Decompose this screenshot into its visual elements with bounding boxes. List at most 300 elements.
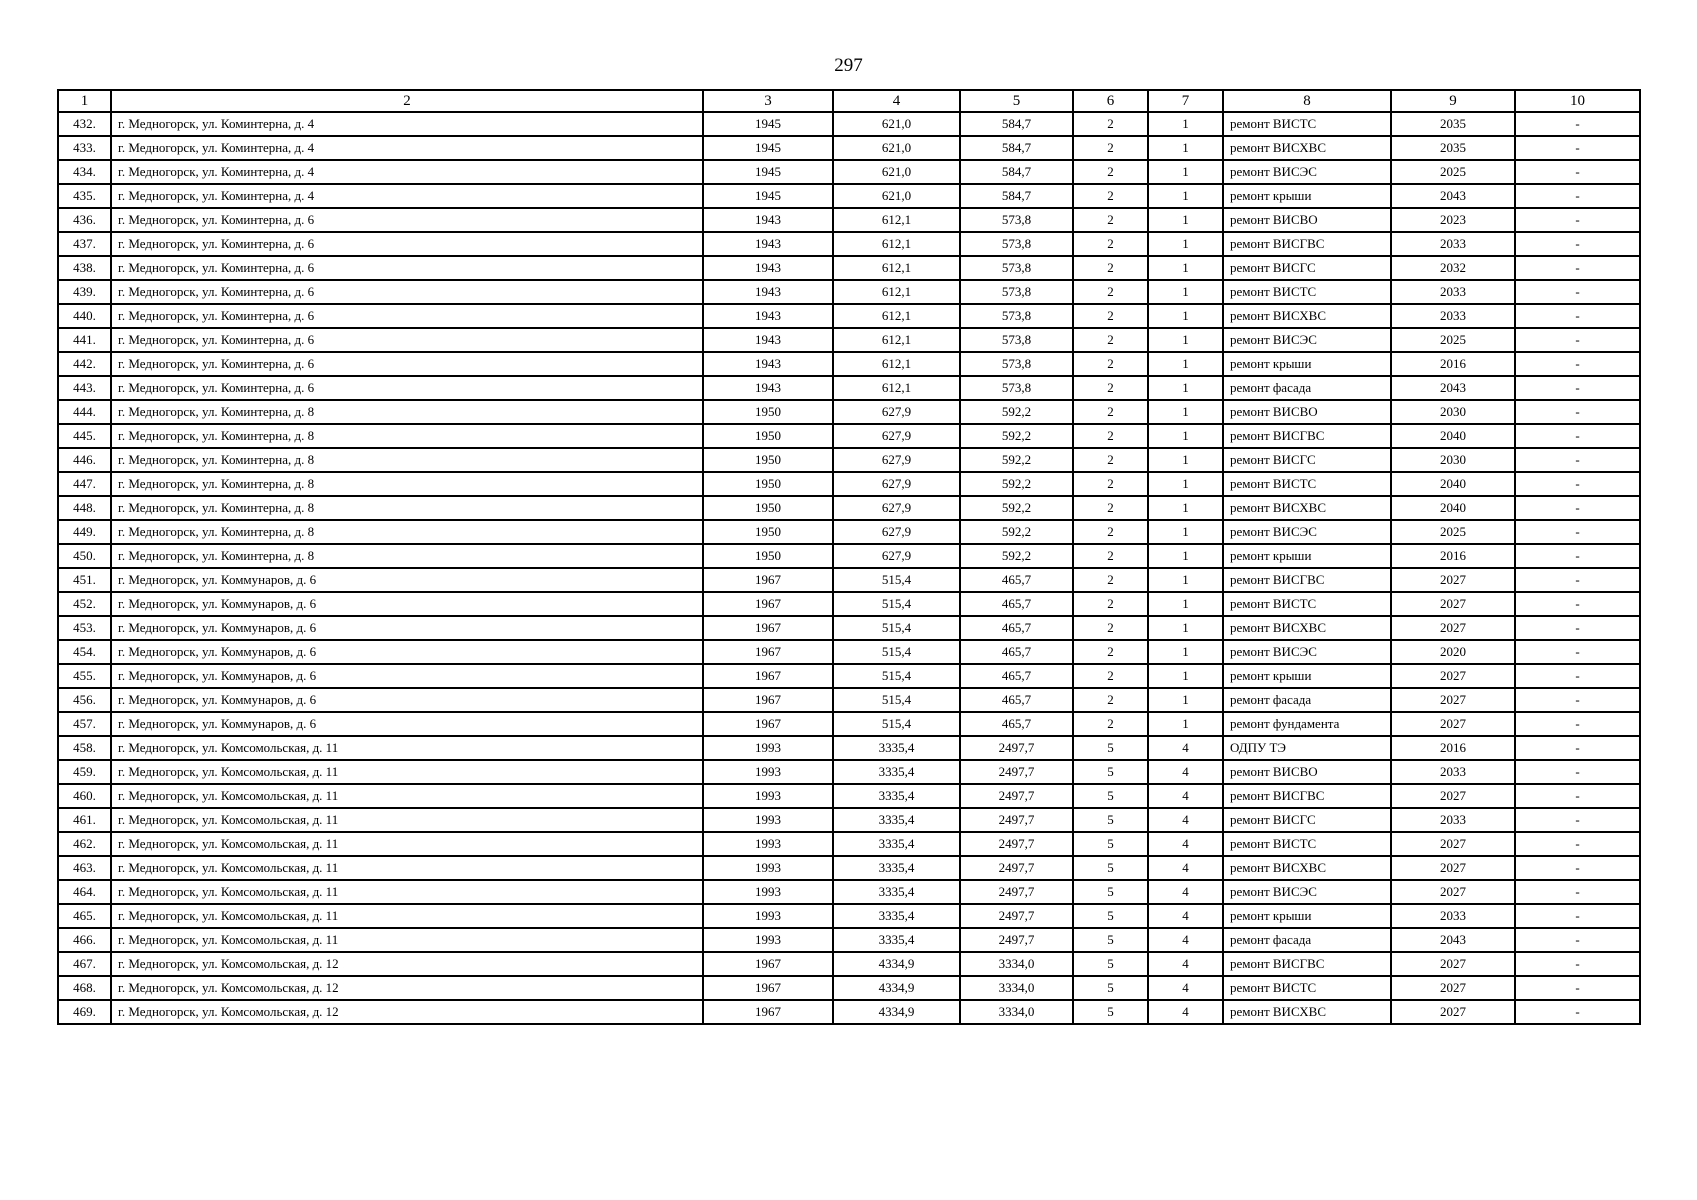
cell-entrances: 1 — [1148, 376, 1223, 400]
cell-note: - — [1515, 784, 1640, 808]
cell-entrances: 4 — [1148, 856, 1223, 880]
cell-planned-year: 2027 — [1391, 832, 1515, 856]
cell-living-area: 592,2 — [960, 496, 1073, 520]
cell-row-number: 452. — [58, 592, 111, 616]
cell-note: - — [1515, 376, 1640, 400]
cell-entrances: 1 — [1148, 688, 1223, 712]
cell-address: г. Медногорск, ул. Коминтерна, д. 6 — [111, 352, 703, 376]
cell-note: - — [1515, 688, 1640, 712]
table-row — [58, 568, 1640, 592]
cell-year-built: 1967 — [703, 688, 833, 712]
cell-floors: 2 — [1073, 712, 1148, 736]
cell-living-area: 465,7 — [960, 664, 1073, 688]
cell-floors: 5 — [1073, 832, 1148, 856]
cell-planned-year: 2027 — [1391, 784, 1515, 808]
cell-floors: 2 — [1073, 256, 1148, 280]
cell-planned-year: 2027 — [1391, 880, 1515, 904]
cell-work-type: ремонт фасада — [1223, 376, 1391, 400]
cell-row-number: 463. — [58, 856, 111, 880]
column-header: 2 — [111, 90, 703, 112]
cell-note: - — [1515, 952, 1640, 976]
cell-entrances: 1 — [1148, 568, 1223, 592]
cell-total-area: 515,4 — [833, 712, 960, 736]
cell-floors: 2 — [1073, 496, 1148, 520]
cell-floors: 5 — [1073, 760, 1148, 784]
cell-address: г. Медногорск, ул. Коммунаров, д. 6 — [111, 664, 703, 688]
cell-total-area: 3335,4 — [833, 760, 960, 784]
cell-planned-year: 2035 — [1391, 136, 1515, 160]
cell-living-area: 584,7 — [960, 112, 1073, 136]
cell-work-type: ремонт ВИСТС — [1223, 976, 1391, 1000]
cell-note: - — [1515, 760, 1640, 784]
cell-total-area: 4334,9 — [833, 952, 960, 976]
cell-planned-year: 2043 — [1391, 376, 1515, 400]
cell-note: - — [1515, 112, 1640, 136]
cell-floors: 2 — [1073, 112, 1148, 136]
cell-work-type: ремонт ВИСВО — [1223, 400, 1391, 424]
cell-row-number: 444. — [58, 400, 111, 424]
cell-note: - — [1515, 304, 1640, 328]
table-row — [58, 352, 1640, 376]
cell-floors: 5 — [1073, 880, 1148, 904]
cell-address: г. Медногорск, ул. Комсомольская, д. 12 — [111, 952, 703, 976]
cell-row-number: 469. — [58, 1000, 111, 1024]
cell-planned-year: 2025 — [1391, 520, 1515, 544]
cell-floors: 2 — [1073, 592, 1148, 616]
table-row — [58, 376, 1640, 400]
column-header: 5 — [960, 90, 1073, 112]
cell-work-type: ремонт ВИСГВС — [1223, 784, 1391, 808]
cell-year-built: 1950 — [703, 496, 833, 520]
table-row — [58, 952, 1640, 976]
cell-floors: 2 — [1073, 688, 1148, 712]
cell-note: - — [1515, 568, 1640, 592]
cell-note: - — [1515, 496, 1640, 520]
cell-note: - — [1515, 256, 1640, 280]
cell-address: г. Медногорск, ул. Коминтерна, д. 6 — [111, 232, 703, 256]
cell-address: г. Медногорск, ул. Коминтерна, д. 8 — [111, 424, 703, 448]
cell-entrances: 1 — [1148, 424, 1223, 448]
cell-planned-year: 2027 — [1391, 712, 1515, 736]
cell-work-type: ремонт ВИСХВС — [1223, 616, 1391, 640]
cell-row-number: 453. — [58, 616, 111, 640]
cell-work-type: ремонт ВИСГС — [1223, 256, 1391, 280]
cell-row-number: 451. — [58, 568, 111, 592]
cell-note: - — [1515, 616, 1640, 640]
cell-entrances: 1 — [1148, 160, 1223, 184]
cell-address: г. Медногорск, ул. Коммунаров, д. 6 — [111, 712, 703, 736]
cell-row-number: 446. — [58, 448, 111, 472]
cell-floors: 5 — [1073, 784, 1148, 808]
cell-year-built: 1993 — [703, 736, 833, 760]
cell-year-built: 1967 — [703, 592, 833, 616]
cell-entrances: 1 — [1148, 520, 1223, 544]
cell-living-area: 573,8 — [960, 232, 1073, 256]
cell-living-area: 573,8 — [960, 376, 1073, 400]
cell-work-type: ремонт ВИСТС — [1223, 592, 1391, 616]
cell-entrances: 1 — [1148, 496, 1223, 520]
cell-total-area: 3335,4 — [833, 832, 960, 856]
cell-row-number: 435. — [58, 184, 111, 208]
cell-address: г. Медногорск, ул. Коминтерна, д. 4 — [111, 184, 703, 208]
cell-address: г. Медногорск, ул. Комсомольская, д. 11 — [111, 856, 703, 880]
cell-living-area: 592,2 — [960, 544, 1073, 568]
cell-address: г. Медногорск, ул. Комсомольская, д. 11 — [111, 832, 703, 856]
cell-living-area: 3334,0 — [960, 1000, 1073, 1024]
table-row — [58, 664, 1640, 688]
cell-row-number: 459. — [58, 760, 111, 784]
cell-living-area: 2497,7 — [960, 760, 1073, 784]
cell-entrances: 1 — [1148, 304, 1223, 328]
cell-entrances: 1 — [1148, 616, 1223, 640]
cell-note: - — [1515, 136, 1640, 160]
cell-living-area: 573,8 — [960, 304, 1073, 328]
cell-year-built: 1993 — [703, 832, 833, 856]
cell-address: г. Медногорск, ул. Комсомольская, д. 11 — [111, 928, 703, 952]
header-row — [58, 90, 1640, 112]
cell-work-type: ремонт ВИСГС — [1223, 808, 1391, 832]
cell-planned-year: 2033 — [1391, 808, 1515, 832]
cell-address: г. Медногорск, ул. Комсомольская, д. 11 — [111, 880, 703, 904]
cell-total-area: 627,9 — [833, 424, 960, 448]
cell-address: г. Медногорск, ул. Коминтерна, д. 8 — [111, 496, 703, 520]
cell-note: - — [1515, 736, 1640, 760]
cell-total-area: 612,1 — [833, 304, 960, 328]
cell-year-built: 1993 — [703, 784, 833, 808]
table-row — [58, 760, 1640, 784]
cell-year-built: 1945 — [703, 184, 833, 208]
cell-row-number: 468. — [58, 976, 111, 1000]
cell-row-number: 461. — [58, 808, 111, 832]
cell-total-area: 627,9 — [833, 400, 960, 424]
cell-living-area: 592,2 — [960, 424, 1073, 448]
cell-floors: 2 — [1073, 520, 1148, 544]
cell-planned-year: 2027 — [1391, 568, 1515, 592]
cell-entrances: 1 — [1148, 712, 1223, 736]
cell-row-number: 449. — [58, 520, 111, 544]
cell-address: г. Медногорск, ул. Коммунаров, д. 6 — [111, 616, 703, 640]
cell-note: - — [1515, 592, 1640, 616]
table-row — [58, 1000, 1640, 1024]
cell-year-built: 1945 — [703, 160, 833, 184]
cell-row-number: 440. — [58, 304, 111, 328]
cell-living-area: 2497,7 — [960, 856, 1073, 880]
cell-work-type: ремонт крыши — [1223, 664, 1391, 688]
cell-note: - — [1515, 160, 1640, 184]
cell-planned-year: 2030 — [1391, 400, 1515, 424]
cell-floors: 2 — [1073, 304, 1148, 328]
table-row — [58, 232, 1640, 256]
cell-planned-year: 2016 — [1391, 544, 1515, 568]
column-header: 6 — [1073, 90, 1148, 112]
cell-address: г. Медногорск, ул. Комсомольская, д. 11 — [111, 808, 703, 832]
cell-work-type: ремонт фасада — [1223, 688, 1391, 712]
cell-address: г. Медногорск, ул. Коминтерна, д. 6 — [111, 304, 703, 328]
cell-entrances: 4 — [1148, 736, 1223, 760]
cell-row-number: 442. — [58, 352, 111, 376]
cell-entrances: 4 — [1148, 784, 1223, 808]
cell-row-number: 445. — [58, 424, 111, 448]
cell-work-type: ремонт ВИСГС — [1223, 448, 1391, 472]
column-header: 10 — [1515, 90, 1640, 112]
cell-entrances: 4 — [1148, 1000, 1223, 1024]
cell-row-number: 460. — [58, 784, 111, 808]
cell-work-type: ремонт ВИСГВС — [1223, 232, 1391, 256]
cell-floors: 5 — [1073, 808, 1148, 832]
table-row — [58, 256, 1640, 280]
table-row — [58, 736, 1640, 760]
cell-planned-year: 2020 — [1391, 640, 1515, 664]
cell-planned-year: 2027 — [1391, 664, 1515, 688]
cell-planned-year: 2027 — [1391, 952, 1515, 976]
cell-total-area: 515,4 — [833, 616, 960, 640]
cell-total-area: 4334,9 — [833, 1000, 960, 1024]
cell-total-area: 612,1 — [833, 376, 960, 400]
cell-note: - — [1515, 472, 1640, 496]
cell-year-built: 1967 — [703, 976, 833, 1000]
cell-work-type: ремонт ВИСТС — [1223, 112, 1391, 136]
cell-entrances: 1 — [1148, 544, 1223, 568]
cell-address: г. Медногорск, ул. Коммунаров, д. 6 — [111, 640, 703, 664]
cell-entrances: 4 — [1148, 880, 1223, 904]
cell-floors: 2 — [1073, 664, 1148, 688]
cell-total-area: 3335,4 — [833, 736, 960, 760]
cell-row-number: 438. — [58, 256, 111, 280]
cell-work-type: ремонт ВИСЭС — [1223, 880, 1391, 904]
cell-note: - — [1515, 280, 1640, 304]
cell-total-area: 627,9 — [833, 448, 960, 472]
table-row — [58, 280, 1640, 304]
cell-floors: 2 — [1073, 208, 1148, 232]
cell-work-type: ремонт ВИСЭС — [1223, 328, 1391, 352]
cell-address: г. Медногорск, ул. Коминтерна, д. 8 — [111, 520, 703, 544]
cell-living-area: 465,7 — [960, 688, 1073, 712]
cell-year-built: 1967 — [703, 952, 833, 976]
cell-living-area: 573,8 — [960, 328, 1073, 352]
cell-work-type: ОДПУ ТЭ — [1223, 736, 1391, 760]
cell-planned-year: 2025 — [1391, 160, 1515, 184]
cell-total-area: 612,1 — [833, 208, 960, 232]
cell-row-number: 465. — [58, 904, 111, 928]
cell-total-area: 515,4 — [833, 592, 960, 616]
cell-living-area: 2497,7 — [960, 928, 1073, 952]
cell-living-area: 465,7 — [960, 568, 1073, 592]
cell-work-type: ремонт ВИСХВС — [1223, 1000, 1391, 1024]
cell-planned-year: 2040 — [1391, 424, 1515, 448]
cell-entrances: 1 — [1148, 136, 1223, 160]
cell-address: г. Медногорск, ул. Комсомольская, д. 11 — [111, 904, 703, 928]
cell-entrances: 4 — [1148, 904, 1223, 928]
cell-floors: 2 — [1073, 136, 1148, 160]
cell-floors: 2 — [1073, 544, 1148, 568]
cell-floors: 5 — [1073, 904, 1148, 928]
table-row — [58, 328, 1640, 352]
cell-work-type: ремонт ВИСЭС — [1223, 640, 1391, 664]
cell-row-number: 439. — [58, 280, 111, 304]
cell-planned-year: 2027 — [1391, 592, 1515, 616]
cell-note: - — [1515, 232, 1640, 256]
cell-total-area: 3335,4 — [833, 808, 960, 832]
cell-total-area: 621,0 — [833, 112, 960, 136]
cell-note: - — [1515, 664, 1640, 688]
cell-entrances: 1 — [1148, 400, 1223, 424]
cell-note: - — [1515, 880, 1640, 904]
cell-row-number: 464. — [58, 880, 111, 904]
cell-row-number: 433. — [58, 136, 111, 160]
cell-note: - — [1515, 352, 1640, 376]
cell-floors: 2 — [1073, 424, 1148, 448]
cell-entrances: 1 — [1148, 208, 1223, 232]
cell-note: - — [1515, 520, 1640, 544]
column-header: 1 — [58, 90, 111, 112]
cell-work-type: ремонт ВИСХВС — [1223, 304, 1391, 328]
page-number: 297 — [834, 55, 863, 76]
cell-living-area: 465,7 — [960, 592, 1073, 616]
cell-work-type: ремонт крыши — [1223, 904, 1391, 928]
table-row — [58, 424, 1640, 448]
table-row — [58, 592, 1640, 616]
cell-living-area: 465,7 — [960, 640, 1073, 664]
cell-floors: 2 — [1073, 280, 1148, 304]
cell-note: - — [1515, 808, 1640, 832]
cell-total-area: 627,9 — [833, 496, 960, 520]
cell-work-type: ремонт ВИСВО — [1223, 760, 1391, 784]
cell-work-type: ремонт крыши — [1223, 184, 1391, 208]
cell-note: - — [1515, 832, 1640, 856]
cell-address: г. Медногорск, ул. Коминтерна, д. 4 — [111, 112, 703, 136]
cell-year-built: 1993 — [703, 904, 833, 928]
cell-year-built: 1993 — [703, 760, 833, 784]
cell-year-built: 1943 — [703, 280, 833, 304]
cell-row-number: 462. — [58, 832, 111, 856]
cell-address: г. Медногорск, ул. Коминтерна, д. 6 — [111, 376, 703, 400]
cell-planned-year: 2033 — [1391, 280, 1515, 304]
cell-entrances: 4 — [1148, 832, 1223, 856]
cell-year-built: 1967 — [703, 616, 833, 640]
cell-planned-year: 2035 — [1391, 112, 1515, 136]
cell-note: - — [1515, 1000, 1640, 1024]
cell-year-built: 1993 — [703, 880, 833, 904]
cell-living-area: 584,7 — [960, 136, 1073, 160]
cell-year-built: 1945 — [703, 112, 833, 136]
cell-living-area: 573,8 — [960, 208, 1073, 232]
cell-year-built: 1993 — [703, 928, 833, 952]
table-row — [58, 472, 1640, 496]
column-header: 4 — [833, 90, 960, 112]
cell-row-number: 457. — [58, 712, 111, 736]
table-row — [58, 712, 1640, 736]
cell-total-area: 3335,4 — [833, 904, 960, 928]
cell-entrances: 1 — [1148, 112, 1223, 136]
cell-year-built: 1993 — [703, 808, 833, 832]
cell-entrances: 1 — [1148, 256, 1223, 280]
cell-note: - — [1515, 328, 1640, 352]
cell-entrances: 1 — [1148, 232, 1223, 256]
cell-floors: 5 — [1073, 1000, 1148, 1024]
cell-work-type: ремонт ВИСЭС — [1223, 520, 1391, 544]
cell-year-built: 1943 — [703, 376, 833, 400]
cell-row-number: 467. — [58, 952, 111, 976]
table-row — [58, 112, 1640, 136]
cell-address: г. Медногорск, ул. Коммунаров, д. 6 — [111, 568, 703, 592]
cell-living-area: 2497,7 — [960, 904, 1073, 928]
cell-planned-year: 2030 — [1391, 448, 1515, 472]
cell-note: - — [1515, 544, 1640, 568]
cell-planned-year: 2040 — [1391, 496, 1515, 520]
cell-living-area: 2497,7 — [960, 832, 1073, 856]
cell-row-number: 434. — [58, 160, 111, 184]
cell-floors: 2 — [1073, 352, 1148, 376]
cell-planned-year: 2033 — [1391, 304, 1515, 328]
cell-total-area: 515,4 — [833, 688, 960, 712]
cell-entrances: 1 — [1148, 280, 1223, 304]
cell-planned-year: 2016 — [1391, 736, 1515, 760]
cell-year-built: 1943 — [703, 352, 833, 376]
cell-total-area: 515,4 — [833, 568, 960, 592]
cell-living-area: 584,7 — [960, 184, 1073, 208]
cell-planned-year: 2016 — [1391, 352, 1515, 376]
cell-work-type: ремонт ВИСТС — [1223, 280, 1391, 304]
cell-work-type: ремонт ВИСГВС — [1223, 952, 1391, 976]
cell-total-area: 4334,9 — [833, 976, 960, 1000]
cell-row-number: 454. — [58, 640, 111, 664]
table-row — [58, 808, 1640, 832]
table-row — [58, 640, 1640, 664]
cell-address: г. Медногорск, ул. Коминтерна, д. 4 — [111, 136, 703, 160]
cell-row-number: 458. — [58, 736, 111, 760]
cell-floors: 5 — [1073, 928, 1148, 952]
cell-total-area: 627,9 — [833, 472, 960, 496]
cell-work-type: ремонт крыши — [1223, 544, 1391, 568]
cell-work-type: ремонт ВИСХВС — [1223, 496, 1391, 520]
cell-row-number: 456. — [58, 688, 111, 712]
cell-note: - — [1515, 400, 1640, 424]
cell-note: - — [1515, 856, 1640, 880]
cell-year-built: 1950 — [703, 424, 833, 448]
cell-row-number: 441. — [58, 328, 111, 352]
cell-year-built: 1967 — [703, 712, 833, 736]
cell-address: г. Медногорск, ул. Коминтерна, д. 8 — [111, 544, 703, 568]
cell-living-area: 584,7 — [960, 160, 1073, 184]
cell-entrances: 1 — [1148, 664, 1223, 688]
cell-total-area: 3335,4 — [833, 928, 960, 952]
cell-planned-year: 2027 — [1391, 1000, 1515, 1024]
cell-address: г. Медногорск, ул. Комсомольская, д. 12 — [111, 1000, 703, 1024]
cell-floors: 5 — [1073, 976, 1148, 1000]
cell-entrances: 1 — [1148, 448, 1223, 472]
table-row — [58, 832, 1640, 856]
cell-total-area: 3335,4 — [833, 784, 960, 808]
cell-living-area: 573,8 — [960, 280, 1073, 304]
cell-work-type: ремонт ВИСТС — [1223, 832, 1391, 856]
cell-address: г. Медногорск, ул. Комсомольская, д. 11 — [111, 784, 703, 808]
table-row — [58, 496, 1640, 520]
cell-planned-year: 2033 — [1391, 904, 1515, 928]
cell-planned-year: 2043 — [1391, 184, 1515, 208]
cell-planned-year: 2027 — [1391, 976, 1515, 1000]
table-body — [58, 112, 1640, 1024]
cell-living-area: 592,2 — [960, 448, 1073, 472]
cell-year-built: 1993 — [703, 856, 833, 880]
cell-total-area: 612,1 — [833, 256, 960, 280]
cell-year-built: 1943 — [703, 208, 833, 232]
cell-address: г. Медногорск, ул. Коминтерна, д. 6 — [111, 256, 703, 280]
cell-work-type: ремонт ВИСГВС — [1223, 424, 1391, 448]
table-row — [58, 136, 1640, 160]
cell-row-number: 447. — [58, 472, 111, 496]
cell-row-number: 466. — [58, 928, 111, 952]
cell-total-area: 621,0 — [833, 184, 960, 208]
